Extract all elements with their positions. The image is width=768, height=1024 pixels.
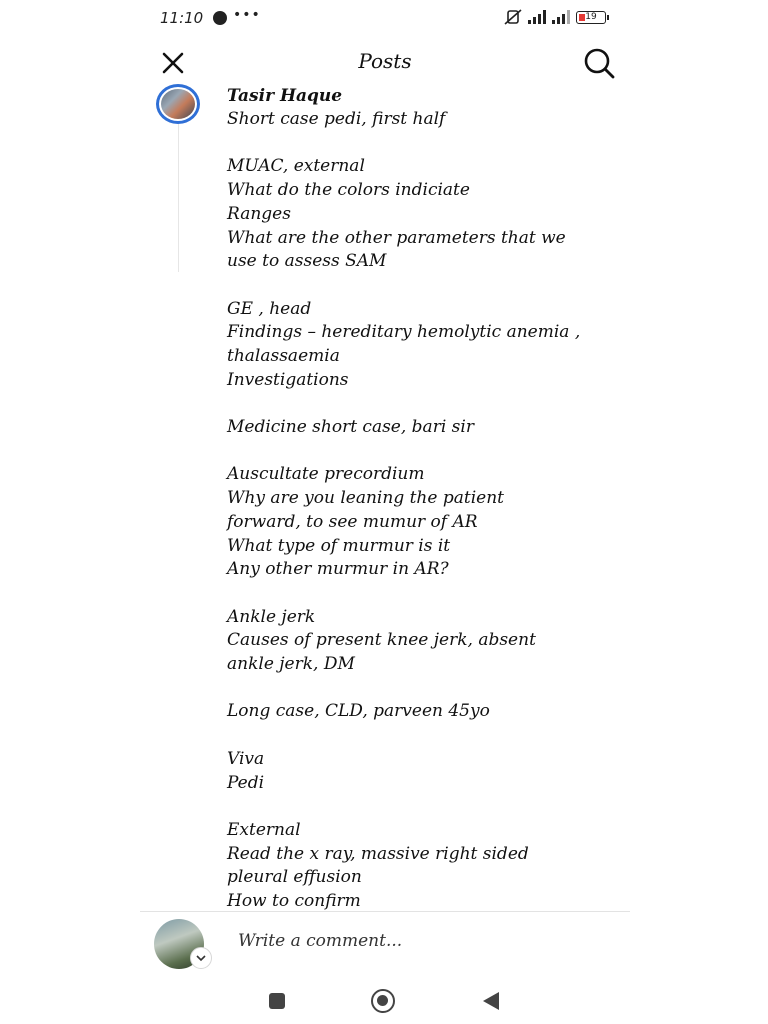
signal-icon [528, 10, 546, 24]
back-button[interactable] [483, 992, 499, 1010]
post-text-line: GE , head [227, 298, 312, 319]
post-text-line: Causes of present knee jerk, absent [227, 630, 536, 651]
page-title: Posts [358, 49, 412, 73]
status-bar [140, 0, 630, 36]
paragraph-gap [227, 440, 622, 464]
post-text-line: Ranges [227, 203, 291, 224]
system-nav-bar [140, 976, 630, 1024]
post-text-line: thalassaemia [227, 346, 340, 366]
post-text-line: Investigations [227, 369, 349, 390]
top-app-bar [140, 36, 630, 90]
post-text-line: Read the x ray, massive right sided [227, 843, 529, 864]
paragraph-gap [227, 132, 622, 156]
post-text-line: How to confirm [227, 891, 361, 910]
post [140, 84, 630, 910]
search-icon [582, 46, 616, 80]
post-text-line: Findings – hereditary hemolytic anemia , [227, 322, 581, 343]
thread-line [178, 122, 179, 272]
search-button[interactable] [582, 46, 616, 80]
paragraph-gap [227, 582, 622, 606]
battery-icon: 19 [576, 11, 606, 24]
post-author[interactable]: Tasir Haque [227, 86, 343, 106]
comment-input[interactable]: Write a comment... [238, 931, 403, 951]
recent-apps-button[interactable] [269, 993, 285, 1009]
chevron-down-icon [196, 955, 206, 962]
post-text-line: Any other murmur in AR? [227, 559, 449, 580]
post-text-line: Auscultate precordium [227, 464, 425, 485]
more-notifications-icon: ••• [233, 7, 261, 23]
post-text-line: forward, to see mumur of AR [227, 511, 478, 532]
paragraph-gap [227, 724, 622, 748]
avatar-image [161, 89, 195, 119]
post-text-line: pleural effusion [227, 867, 362, 888]
app-screen [140, 0, 630, 1024]
post-body [227, 108, 622, 910]
post-text-line: Viva [227, 748, 265, 769]
paragraph-gap [227, 795, 622, 819]
paragraph-gap [227, 274, 622, 298]
post-text-line: ankle jerk, DM [227, 654, 355, 675]
paragraph-gap [227, 392, 622, 416]
post-text-line: What are the other parameters that we [227, 227, 566, 248]
post-text-line: Ankle jerk [227, 606, 316, 627]
post-text-line: What do the colors indiciate [227, 180, 470, 201]
post-text-line: MUAC, external [227, 156, 365, 177]
post-text-line: Medicine short case, bari sir [227, 417, 474, 438]
post-text-line: Why are you leaning the patient [227, 488, 504, 509]
author-avatar[interactable] [153, 84, 203, 124]
account-switch-button[interactable] [190, 947, 212, 969]
post-text-line: Long case, CLD, parveen 45yo [227, 701, 490, 722]
signal-4g-icon [552, 10, 570, 24]
post-text-line: Short case pedi, first half [227, 109, 446, 129]
paragraph-gap [227, 677, 622, 701]
vibrate-mute-icon [504, 9, 522, 25]
status-indicators [504, 9, 606, 25]
comment-composer [140, 912, 630, 976]
post-text-line: What type of murmur is it [227, 535, 451, 556]
post-text-line: Pedi [227, 772, 265, 793]
post-text-line: External [227, 819, 301, 840]
home-button[interactable] [371, 989, 395, 1013]
story-ring [156, 84, 200, 124]
status-time: 11:10 [160, 9, 204, 27]
messenger-icon [213, 11, 227, 25]
post-text-line: use to assess SAM [227, 251, 387, 272]
